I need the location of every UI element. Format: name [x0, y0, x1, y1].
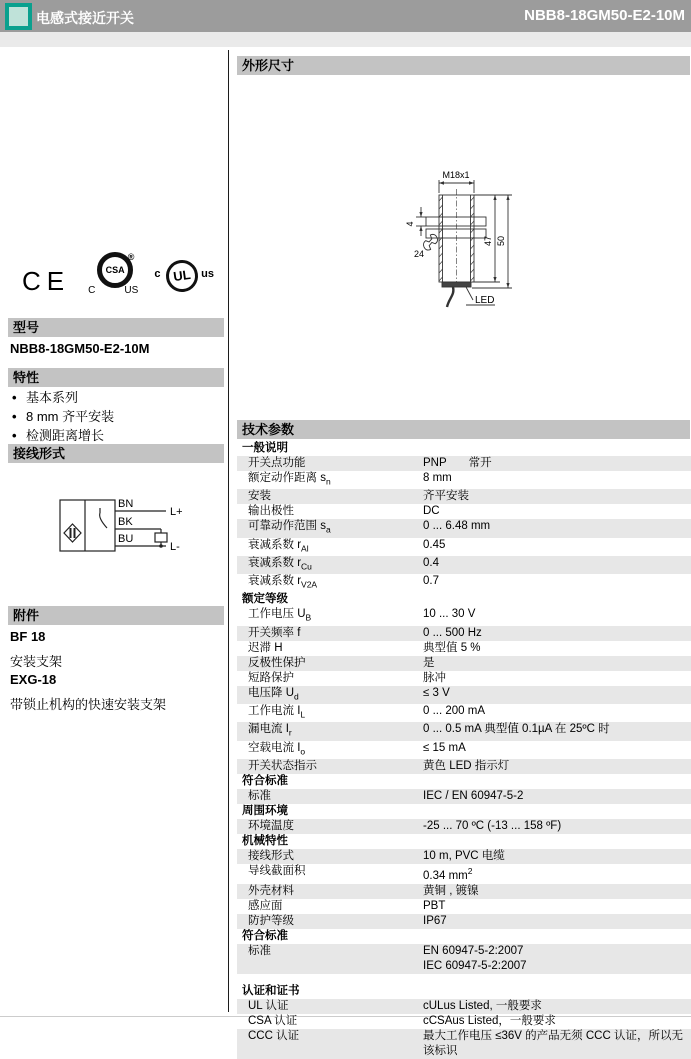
- spec-row: [237, 489, 691, 504]
- spec-section-header: 符合标准: [242, 929, 288, 942]
- spec-value: 0.7: [423, 575, 439, 588]
- spec-value: 典型值 5 %: [423, 641, 481, 654]
- spec-row: [237, 1014, 691, 1029]
- spec-row: [237, 656, 691, 671]
- section-header-accessories: 附件: [8, 606, 224, 625]
- spec-label: 漏电流 $I_r$: [248, 723, 292, 738]
- spec-value: PNP 常开: [423, 457, 492, 469]
- section-header-tech-data: 技术参数: [237, 420, 690, 439]
- spec-value: cCSAus Listed，一般要求: [423, 1014, 556, 1027]
- spec-row: [237, 741, 691, 759]
- document-model-number: NBB8-18GM50-E2-10M: [524, 7, 685, 24]
- dim-50-label: 50: [496, 235, 506, 247]
- spec-row: [237, 671, 691, 686]
- spec-label: 可靠动作范围 $s_a$: [248, 520, 331, 535]
- spec-label: 工作电流 $I_L$: [248, 705, 306, 720]
- spec-label: 衰减系数 $r_{Al}$: [248, 538, 309, 553]
- section-header-dimensions: 外形尺寸: [237, 56, 690, 75]
- spec-label: 感应面: [248, 899, 283, 912]
- spec-label: 短路保护: [248, 671, 294, 684]
- bullet-icon: •: [12, 390, 17, 405]
- spec-value: 0 ... 500 Hz: [423, 626, 482, 639]
- spec-label: 防护等级: [248, 914, 294, 927]
- spec-value: 10 ... 30 V: [423, 608, 476, 621]
- csa-mark-icon: CSA ® C US: [88, 252, 139, 296]
- spec-row: [237, 899, 691, 914]
- accessory-name: EXG-18: [10, 672, 57, 687]
- spec-label: 衰减系数 $r_{V2A}$: [248, 575, 318, 590]
- feature-item: • 8 mm 齐平安装: [12, 409, 115, 424]
- spec-row: [237, 722, 691, 740]
- spec-row: [237, 849, 691, 864]
- spec-label: 开关状态指示: [248, 759, 317, 772]
- spec-value: cULus Listed, 一般要求: [423, 999, 542, 1012]
- accessory-desc: 带锁止机构的快速安装支架: [10, 697, 167, 712]
- spec-value: 8 mm: [423, 472, 452, 484]
- spec-row: [237, 759, 691, 774]
- spec-label: 输出极性: [248, 505, 294, 518]
- bullet-icon: •: [12, 409, 17, 424]
- spec-row: [237, 519, 691, 537]
- spec-label: 反极性保护: [248, 656, 306, 669]
- spec-value: -25 ... 70 ºC (-13 ... 158 ºF): [423, 819, 562, 832]
- spec-row: [237, 999, 691, 1014]
- spec-value: IP67: [423, 914, 447, 927]
- spec-label: 标准: [248, 944, 271, 957]
- spec-value: EN 60947-5-2:2007 IEC 60947-5-2:2007: [423, 944, 527, 972]
- spec-section-header: 一般说明: [242, 442, 288, 454]
- spec-label: 衰减系数 $r_{Cu}$: [248, 556, 312, 572]
- spec-value: 0.45: [423, 538, 446, 551]
- spec-value: 黄铜 , 镀镍: [423, 884, 479, 897]
- spec-row: [237, 626, 691, 641]
- spec-label: 标准: [248, 789, 271, 802]
- spec-value: 0 ... 200 mA: [423, 705, 486, 718]
- spec-label: CSA 认证: [248, 1014, 298, 1027]
- spec-row: [237, 789, 691, 804]
- features-list: [12, 390, 114, 447]
- spec-label: 接线形式: [248, 849, 294, 862]
- spec-label: 外壳材料: [248, 884, 294, 897]
- spec-row: [237, 471, 691, 489]
- spec-row: [237, 556, 691, 574]
- dim-nut-width-label: 4: [405, 221, 415, 227]
- ce-mark-icon: CE: [22, 265, 71, 296]
- spec-value: 0 ... 0.5 mA 典型值 0.1µA 在 25ºC 时: [423, 723, 610, 736]
- model-number-text: NBB8-18GM50-E2-10M: [10, 341, 150, 356]
- spec-value: 10 m, PVC 电缆: [423, 849, 505, 862]
- accessory-desc: 安装支架: [10, 654, 63, 669]
- spec-row: [237, 944, 691, 974]
- spec-section-header: 周围环境: [242, 804, 288, 817]
- led-label: LED: [475, 295, 495, 306]
- accessory-name: BF 18: [10, 629, 46, 644]
- section-header-connection: 接线形式: [8, 444, 224, 463]
- dim-thread-label: M18x1: [442, 170, 470, 180]
- spec-label: CCC 认证: [248, 1029, 300, 1042]
- feature-item: • 基本系列: [12, 390, 79, 405]
- spec-label: 工作电压 $U_B$: [248, 608, 312, 623]
- spec-row: [237, 1029, 691, 1059]
- spec-value: DC: [423, 505, 440, 518]
- header-shadow-strip: [0, 32, 691, 47]
- spec-label: 电压降 $U_d$: [248, 686, 299, 702]
- spec-value: 0 ... 6.48 mm: [423, 520, 491, 533]
- spec-section-header: 机械特性: [242, 834, 288, 847]
- spec-row: [237, 704, 691, 722]
- spec-value: 0.4: [423, 556, 439, 569]
- certification-logos: [22, 248, 214, 304]
- spec-label: 开关点功能: [248, 457, 306, 469]
- wiring-diagram: [8, 492, 218, 558]
- terminal-label-plus: L+: [170, 506, 183, 518]
- spec-section-header: 额定等级: [242, 593, 288, 606]
- spec-label: 环境温度: [248, 819, 294, 832]
- spec-section-header: 符合标准: [242, 774, 288, 787]
- spec-row: [237, 538, 691, 556]
- wire-label-bu: BU: [118, 533, 134, 545]
- spec-value: IEC / EN 60947-5-2: [423, 789, 524, 802]
- spec-value: 最大工作电压 ≤36V 的产品无须 CCC 认证，所以无该标识: [423, 1029, 683, 1057]
- dimension-drawing: [400, 165, 525, 313]
- feature-item: • 检测距离增长: [12, 428, 105, 443]
- spec-value: PBT: [423, 899, 446, 912]
- cul-us-mark-icon: c UL us: [152, 258, 214, 298]
- section-header-features: 特性: [8, 368, 224, 387]
- dim-47-label: 47: [483, 235, 493, 247]
- spec-label: 导线截面积: [248, 864, 306, 877]
- spec-row: [237, 686, 691, 704]
- spec-label: 空载电流 $I_o$: [248, 741, 306, 756]
- spec-section-header: 认证和证书: [242, 984, 300, 997]
- spec-row: [237, 864, 691, 884]
- tech-table: [237, 441, 691, 1059]
- spec-label: UL 认证: [248, 999, 289, 1012]
- document-header-bar: [0, 0, 691, 32]
- spec-row: [237, 819, 691, 834]
- spec-label: 开关频率 f: [248, 626, 301, 639]
- spec-value: 黄色 LED 指示灯: [423, 759, 510, 772]
- section-header-model: 型号: [8, 318, 224, 337]
- spec-row: [237, 456, 691, 471]
- wire-label-bk: BK: [118, 516, 133, 528]
- spec-label: 额定动作距离 $s_n$: [248, 472, 331, 487]
- column-divider: [228, 50, 229, 1012]
- document-title: 电感式接近开关: [36, 10, 134, 26]
- spec-row: [237, 504, 691, 519]
- terminal-label-minus: L-: [170, 541, 180, 553]
- spec-value: 是: [423, 656, 435, 669]
- spec-value: 脉冲: [423, 671, 446, 684]
- wire-label-bn: BN: [118, 498, 134, 510]
- spec-row: [237, 914, 691, 929]
- spec-value: 齐平安装: [423, 490, 469, 503]
- spec-label: 安装: [248, 490, 271, 503]
- spec-value: ≤ 3 V: [423, 686, 450, 699]
- spec-row: [237, 884, 691, 899]
- spec-row: [237, 641, 691, 656]
- spec-value: 0.34 $mm^2$: [423, 865, 473, 882]
- spec-value: ≤ 15 mA: [423, 741, 466, 754]
- dim-wrench-size-label: 24: [414, 249, 425, 259]
- brand-square-icon: [5, 3, 32, 30]
- bullet-icon: •: [12, 428, 17, 443]
- spec-row: [237, 607, 691, 625]
- spec-label: 迟滞 H: [248, 641, 283, 654]
- spec-row: [237, 574, 691, 592]
